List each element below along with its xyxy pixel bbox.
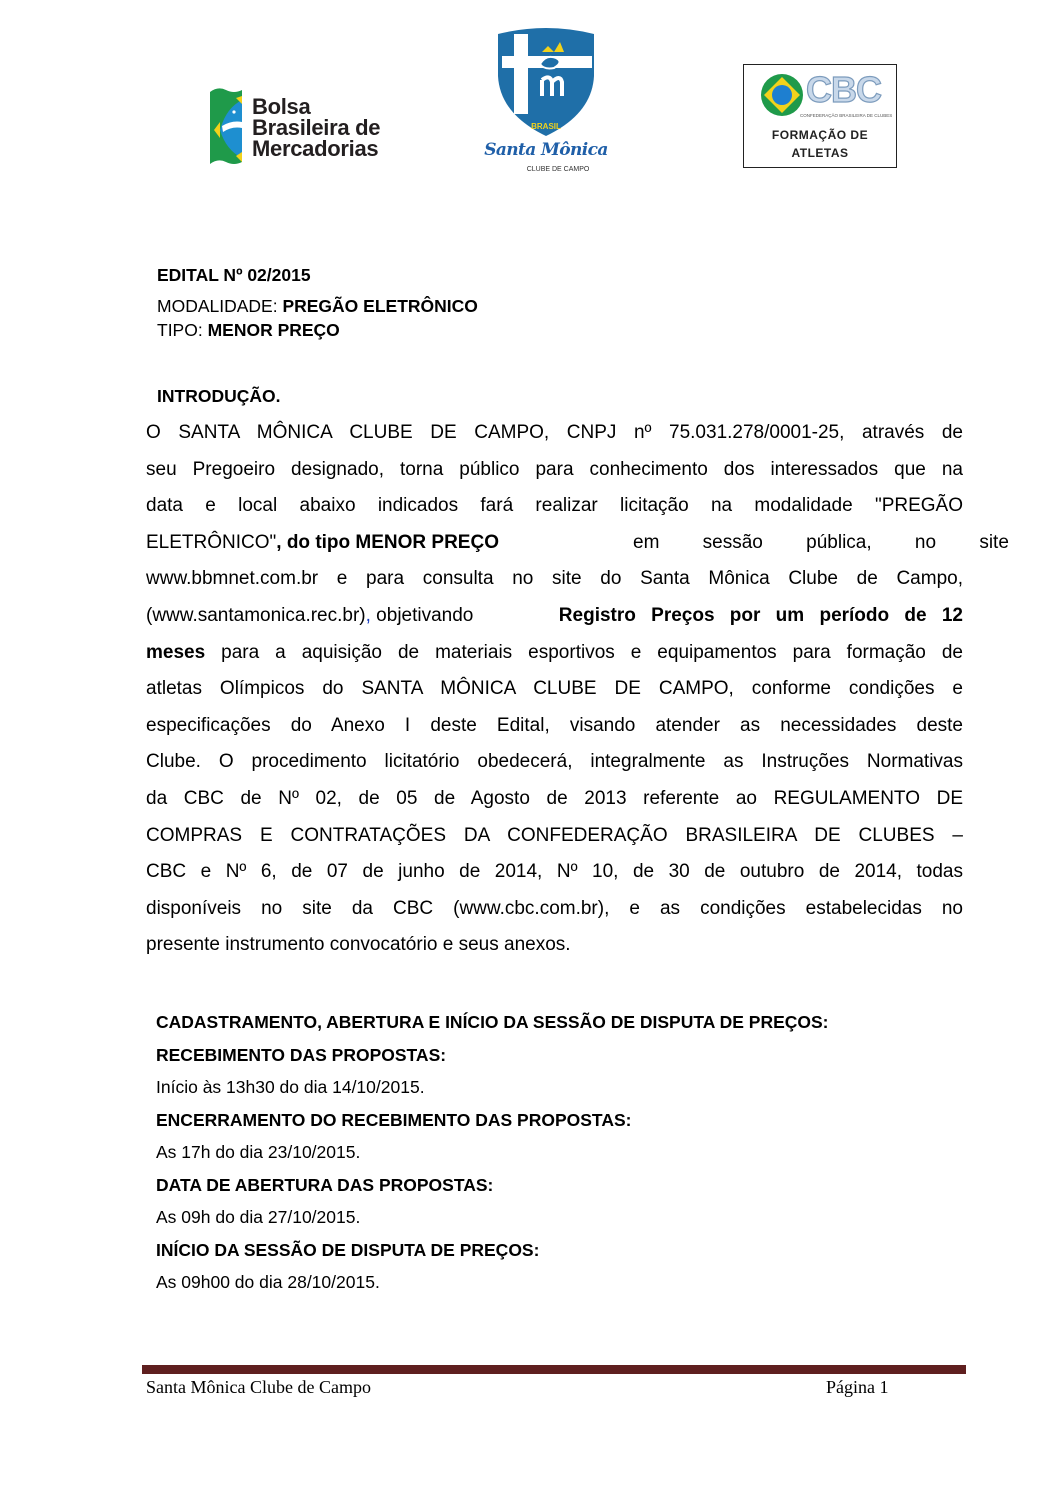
cbc-line-2: ATLETAS [791, 146, 849, 160]
intro-bold: Registro Preços por um período de 12 [558, 604, 963, 626]
intro-line: seu Pregoeiro designado, torna público para conhecimento dos interessados que na [146, 458, 963, 480]
schedule-title: CADASTRAMENTO, ABERTURA E INÍCIO DA SESSÃO DE DISPUTA DE PREÇOS: [156, 1012, 829, 1032]
bbm-line-3: Mercadorias [252, 135, 379, 161]
footer-divider [142, 1365, 966, 1374]
cbc-logo [743, 64, 897, 168]
tipo-value: MENOR PREÇO [207, 320, 340, 340]
santa-monica-subtitle: CLUBE DE CAMPO [526, 166, 590, 173]
schedule-section [156, 1006, 829, 1299]
cbc-subtitle: CONFEDERAÇÃO BRASILEIRA DE CLUBES [800, 113, 893, 118]
modalidade-line [157, 295, 478, 317]
intro-line: CBC e Nº 6, de 07 de junho de 2014, Nº 10, de 30 de outubro de 2014, todas [146, 861, 963, 883]
intro-text: em sessão pública, no site [633, 531, 1009, 553]
badge-text: BRASIL [531, 122, 561, 131]
schedule-heading: INÍCIO DA SESSÃO DE DISPUTA DE PREÇOS: [156, 1239, 540, 1260]
intro-line: presente instrumento convocatório e seus anexos. [146, 934, 571, 956]
schedule-value: Início às 13h30 do dia 14/10/2015. [156, 1077, 425, 1097]
intro-paragraph [146, 415, 1009, 964]
schedule-heading: DATA DE ABERTURA DAS PROPOSTAS: [156, 1174, 494, 1195]
bbm-wordmark [252, 93, 381, 161]
intro-line: Clube. O procedimento licitatório obedecerá, integralmente as Instruções Normativas [146, 751, 963, 773]
schedule-heading: ENCERRAMENTO DO RECEBIMENTO DAS PROPOSTAS: [156, 1109, 632, 1130]
santa-monica-script: Santa Mônica [484, 140, 608, 160]
intro-bold: meses [146, 641, 206, 663]
intro-line: especificações do Anexo I deste Edital, visando atender as necessidades deste [146, 714, 963, 736]
intro-line: www.bbmnet.com.br e para consulta no site do Santa Mônica Clube de Campo, [146, 568, 963, 590]
schedule-heading: RECEBIMENTO DAS PROPOSTAS: [156, 1044, 447, 1065]
page-number: Página 1 [826, 1377, 889, 1397]
intro-line: da CBC de Nº 02, de 05 de Agosto de 2013 referente ao REGULAMENTO DE [146, 787, 963, 809]
modalidade-value: PREGÃO ELETRÔNICO [282, 296, 478, 316]
schedule-value: As 09h00 do dia 28/10/2015. [156, 1272, 380, 1292]
edital-number: EDITAL Nº 02/2015 [157, 265, 311, 285]
schedule-value: As 09h do dia 27/10/2015. [156, 1207, 361, 1227]
cbc-letters: CBC [806, 69, 881, 110]
intro-text: para a aquisição de materiais esportivos e equipamentos para formação de [205, 641, 963, 663]
tipo-label: TIPO: [157, 320, 208, 340]
santa-monica-logo [484, 26, 608, 178]
brazil-flag-icon [760, 73, 804, 117]
tipo-line [157, 319, 340, 341]
bbm-logo [208, 86, 408, 168]
intro-line: data e local abaixo indicados fará realizar licitação na modalidade "PREGÃO [146, 495, 963, 517]
intro-bold: , do tipo MENOR PREÇO [276, 531, 499, 553]
modalidade-label: MODALIDADE: [157, 296, 283, 316]
intro-text: objetivando [370, 604, 474, 626]
intro-comma: , [365, 604, 371, 626]
cbc-line-1: FORMAÇÃO DE [771, 128, 869, 142]
intro-line [146, 598, 963, 635]
santamonica-url[interactable]: (www.santamonica.rec.br) [146, 604, 366, 626]
intro-line [146, 635, 963, 672]
schedule-value: As 17h do dia 23/10/2015. [156, 1142, 361, 1162]
bbm-line-1: Bolsa [252, 93, 311, 119]
intro-line [146, 525, 1009, 562]
intro-line: O SANTA MÔNICA CLUBE DE CAMPO, CNPJ nº 75.031.278/0001-25, através de [146, 422, 963, 443]
footer-club-name: Santa Mônica Clube de Campo [146, 1377, 371, 1397]
intro-line: COMPRAS E CONTRATAÇÕES DA CONFEDERAÇÃO BRASILEIRA DE CLUBES – [146, 824, 963, 846]
bbm-flag-icon [208, 86, 246, 168]
bbm-line-2: Brasileira de [252, 114, 381, 140]
intro-text: ELETRÔNICO" [146, 531, 277, 553]
intro-text [633, 525, 1009, 562]
intro-title: INTRODUÇÃO. [157, 386, 281, 406]
intro-line: disponíveis no site da CBC (www.cbc.com.br), e as condições estabelecidas no [146, 897, 963, 919]
intro-line: atletas Olímpicos do SANTA MÔNICA CLUBE DE CAMPO, conforme condições e [146, 678, 963, 700]
